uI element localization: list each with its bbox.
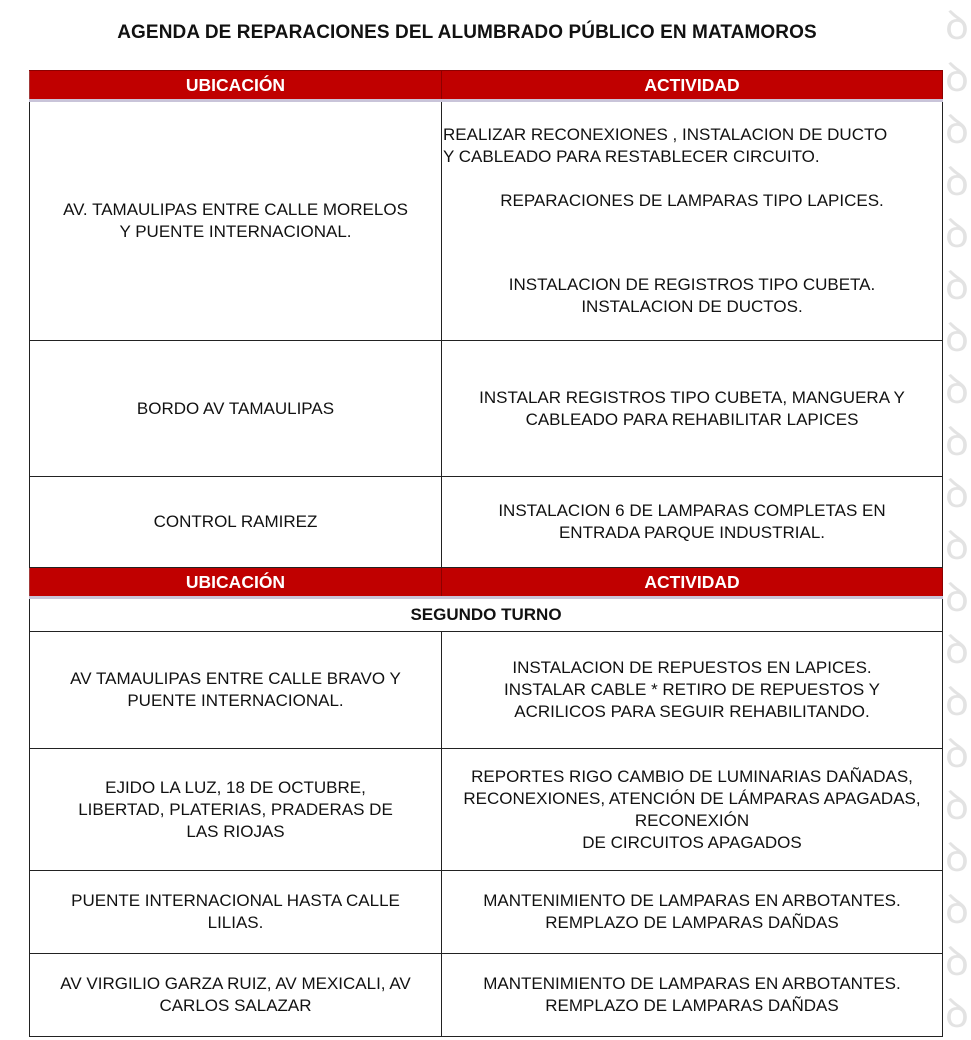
document-title: AGENDA DE REPARACIONES DEL ALUMBRADO PÚBLICO EN MATAMOROS [117,22,817,43]
watermark-icon: ꝺ [945,419,969,465]
table-row [30,341,943,477]
watermark-icon: ꝺ [945,107,969,153]
activity-text: REPARACIONES DE LAMPARAS TIPO LAPICES. [500,191,884,210]
repairs-agenda-table [29,70,943,1037]
cell-ubicacion: AV VIRGILIO GARZA RUIZ, AV MEXICALI, AV CARLOS SALAZAR [30,954,442,1037]
table-header-row [30,568,943,598]
header-ubicacion: UBICACIÓN [30,568,442,598]
table-row [30,101,943,341]
table-row [30,477,943,568]
watermark-icon: ꝺ [945,263,969,309]
shift-label: SEGUNDO TURNO [30,598,943,632]
cell-ubicacion: AV TAMAULIPAS ENTRE CALLE BRAVO Y PUENTE INTERNACIONAL. [30,632,442,749]
spacer [444,234,940,252]
activity-text: INSTALACION DE REGISTROS TIPO CUBETA. INSTALACION DE DUCTOS. [508,275,876,316]
table-row [30,749,943,871]
watermark-icon: ꝺ [945,367,969,413]
watermark-icon: ꝺ [945,523,969,569]
watermark-icon: ꝺ [945,679,969,725]
cell-ubicacion: AV. TAMAULIPAS ENTRE CALLE MORELOS Y PUENTE INTERNACIONAL. [30,101,442,341]
watermark-icon: ꝺ [945,627,969,673]
watermark-icon: ꝺ [945,55,969,101]
cell-actividad: MANTENIMIENTO DE LAMPARAS EN ARBOTANTES. REMPLAZO DE LAMPARAS DAÑDAS [442,871,943,954]
watermark-icon: ꝺ [945,835,969,881]
cell-ubicacion: CONTROL RAMIREZ [30,477,442,568]
table-header-row [30,71,943,101]
cell-actividad: INSTALAR REGISTROS TIPO CUBETA, MANGUERA Y CABLEADO PARA REHABILITAR LAPICES [442,341,943,477]
activity-text: REALIZAR RECONEXIONES , INSTALACION DE DUCTO Y CABLEADO PARA RESTABLECER CIRCUITO. [443,125,888,166]
decorative-watermark-strip [941,0,971,1037]
watermark-icon: ꝺ [945,575,969,621]
cell-actividad: REPORTES RIGO CAMBIO DE LUMINARIAS DAÑADAS, RECONEXIONES, ATENCIÓN DE LÁMPARAS APAGADAS, RECONEXIÓN DE CIRCUITOS APAGADOS [442,749,943,871]
watermark-icon: ꝺ [945,211,969,257]
watermark-icon: ꝺ [945,315,969,361]
header-ubicacion: UBICACIÓN [30,71,442,101]
header-actividad: ACTIVIDAD [442,568,943,598]
cell-ubicacion: EJIDO LA LUZ, 18 DE OCTUBRE, LIBERTAD, PLATERIAS, PRADERAS DE LAS RIOJAS [30,749,442,871]
watermark-icon: ꝺ [945,731,969,777]
cell-actividad [442,101,943,341]
watermark-icon: ꝺ [945,3,969,49]
watermark-icon: ꝺ [945,471,969,517]
cell-ubicacion: BORDO AV TAMAULIPAS [30,341,442,477]
watermark-icon: ꝺ [945,991,969,1037]
watermark-icon: ꝺ [945,939,969,985]
cell-actividad: INSTALACION DE REPUESTOS EN LAPICES. INSTALAR CABLE * RETIRO DE REPUESTOS Y ACRILICOS PARA SEGUIR REHABILITANDO. [442,632,943,749]
watermark-icon: ꝺ [945,887,969,933]
watermark-icon: ꝺ [945,159,969,205]
table-row [30,871,943,954]
table-row [30,632,943,749]
cell-actividad: INSTALACION 6 DE LAMPARAS COMPLETAS EN ENTRADA PARQUE INDUSTRIAL. [442,477,943,568]
cell-actividad: MANTENIMIENTO DE LAMPARAS EN ARBOTANTES. REMPLAZO DE LAMPARAS DAÑDAS [442,954,943,1037]
table-row [30,954,943,1037]
shift-row [30,598,943,632]
header-actividad: ACTIVIDAD [442,71,943,101]
watermark-icon: ꝺ [945,783,969,829]
cell-ubicacion: PUENTE INTERNACIONAL HASTA CALLE LILIAS. [30,871,442,954]
